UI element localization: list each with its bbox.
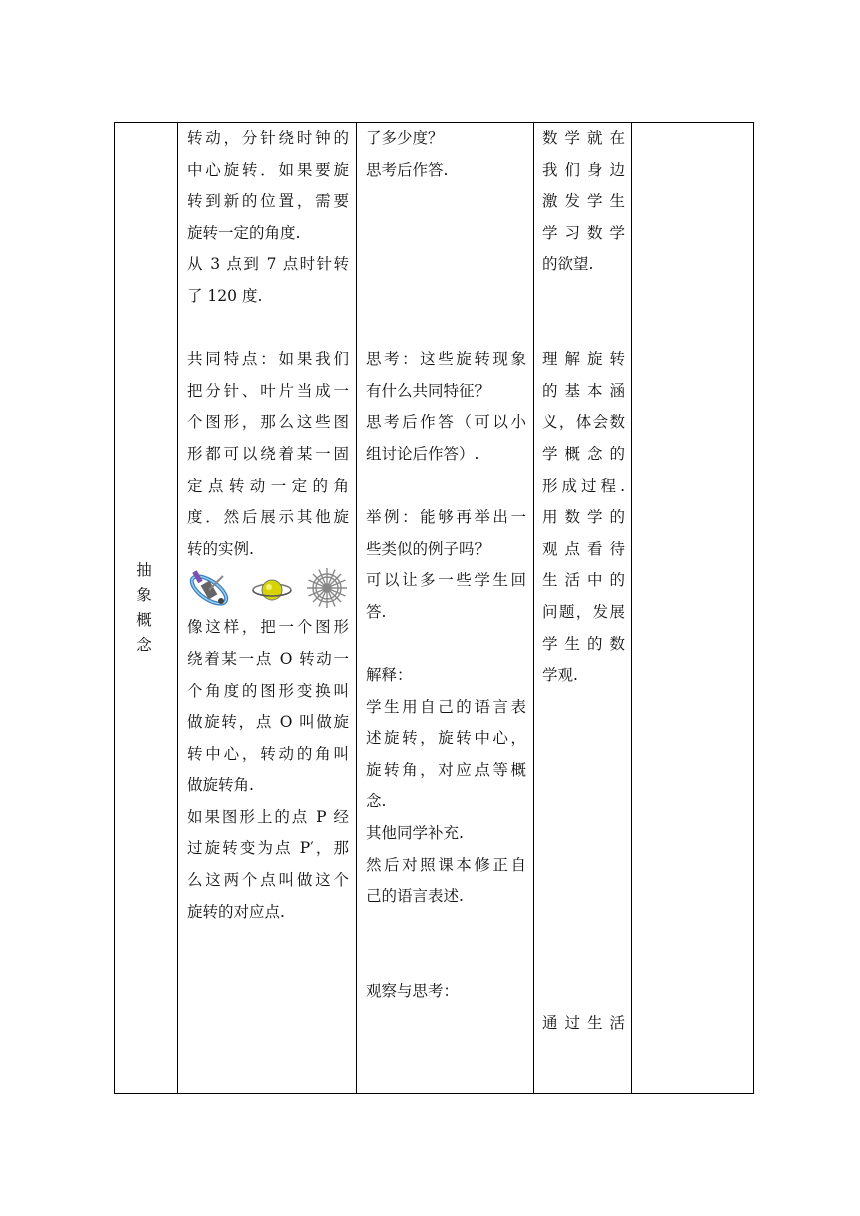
text-line: 学生用自己的语言表 bbox=[366, 697, 526, 716]
text-line: 观点看待 bbox=[542, 539, 625, 558]
text-line: 其他同学补充. bbox=[366, 824, 464, 843]
table-row bbox=[115, 123, 754, 1094]
text-line: 把分针、叶片当成一 bbox=[187, 381, 349, 400]
text-line: 学观. bbox=[542, 666, 578, 685]
text-line: 形都可以绕着某一固 bbox=[187, 444, 349, 463]
text-line: 学概念的 bbox=[542, 444, 625, 463]
text-line: 问题，发展 bbox=[542, 602, 625, 621]
text-line: 述旋转，旋转中心， bbox=[366, 729, 526, 748]
text-line: 转的实例. bbox=[187, 539, 254, 558]
text-line: 转中心，转动的角叫 bbox=[187, 744, 349, 763]
text-line: 学生的数 bbox=[542, 634, 625, 653]
text-line: 的基本涵 bbox=[542, 381, 625, 400]
rotation-examples-images bbox=[187, 568, 349, 612]
text-line: 么这两个点叫做这个 bbox=[187, 871, 349, 890]
text-line: 如果图形上的点 P 经 bbox=[187, 807, 349, 826]
text-line: 激发学生 bbox=[542, 192, 625, 211]
text-line: 的欲望. bbox=[542, 255, 594, 274]
text-line: 个图形，那么这些图 bbox=[187, 413, 349, 432]
text-line: 做旋转，点 O 叫做旋 bbox=[187, 713, 349, 732]
text-line: 可以让多一些学生回 bbox=[366, 571, 526, 590]
text-line: 中心旋转．如果要旋 bbox=[187, 160, 349, 179]
text-line: 定点转动一定的角 bbox=[187, 476, 349, 495]
text-line: 个角度的图形变换叫 bbox=[187, 681, 349, 700]
text-line: 数学就在 bbox=[542, 129, 625, 147]
text-line: 思考后作答. bbox=[366, 160, 449, 179]
text-line: 答. bbox=[366, 602, 387, 621]
student-activity-cell bbox=[357, 123, 534, 1094]
text-line: 解释： bbox=[366, 666, 413, 685]
stage-label-line: 概 念 bbox=[136, 611, 166, 654]
text-line: 生活中的 bbox=[542, 571, 625, 590]
text-line: 通过生活 bbox=[542, 1013, 625, 1032]
text-line: 理解旋转 bbox=[542, 350, 625, 369]
text-line: 思考：这些旋转现象 bbox=[366, 350, 526, 369]
text-line: 从 3 点到 7 点时针转 bbox=[187, 255, 349, 274]
satellite-icon bbox=[187, 568, 233, 610]
text-line: 共同特点：如果我们 bbox=[187, 350, 349, 369]
text-line: 己的语言表述. bbox=[366, 887, 464, 906]
stage-label-line: 抽 象 bbox=[136, 561, 166, 604]
text-line: 思考后作答（可以小 bbox=[366, 413, 526, 432]
text-line: 像这样，把一个图形 bbox=[187, 618, 349, 637]
text-line: 旋转一定的角度. bbox=[187, 223, 301, 242]
text-line: 举例：能够再举出一 bbox=[366, 508, 526, 527]
ship-wheel-icon bbox=[305, 566, 349, 610]
lesson-plan-table bbox=[114, 122, 754, 1094]
text-line: 绕着某一点 O 转动一 bbox=[187, 649, 349, 668]
teacher-activity-cell bbox=[178, 123, 357, 1094]
text-line: 度．然后展示其他旋 bbox=[187, 508, 349, 527]
text-line: 了多少度？ bbox=[366, 129, 444, 147]
text-line: 我们身边 bbox=[542, 160, 625, 179]
text-line: 形成过程. bbox=[542, 476, 625, 495]
text-line: 转到新的位置，需要 bbox=[187, 192, 349, 211]
text-line: 念. bbox=[366, 792, 387, 811]
stage-label bbox=[115, 558, 177, 658]
text-line: 旋转角，对应点等概 bbox=[366, 760, 526, 779]
text-line: 有什么共同特征？ bbox=[366, 381, 491, 400]
text-line: 了 120 度. bbox=[187, 286, 263, 305]
text-line: 做旋转角. bbox=[187, 776, 254, 795]
text-line: 学习数学 bbox=[542, 223, 625, 242]
text-line: 义，体会数 bbox=[542, 413, 625, 432]
planet-orbit-icon bbox=[251, 572, 293, 608]
text-line: 观察与思考： bbox=[366, 982, 460, 1001]
text-line: 用数学的 bbox=[542, 508, 625, 527]
design-intent-cell bbox=[534, 123, 632, 1094]
text-line: 些类似的例子吗？ bbox=[366, 539, 491, 558]
text-line: 转动，分针绕时钟的 bbox=[187, 129, 349, 147]
text-line: 过旋转变为点 P′，那 bbox=[187, 839, 349, 858]
notes-cell bbox=[632, 123, 754, 1094]
text-line: 旋转的对应点. bbox=[187, 902, 285, 921]
stage-label-cell bbox=[115, 123, 178, 1094]
text-line: 组讨论后作答）. bbox=[366, 444, 480, 463]
text-line: 然后对照课本修正自 bbox=[366, 855, 526, 874]
